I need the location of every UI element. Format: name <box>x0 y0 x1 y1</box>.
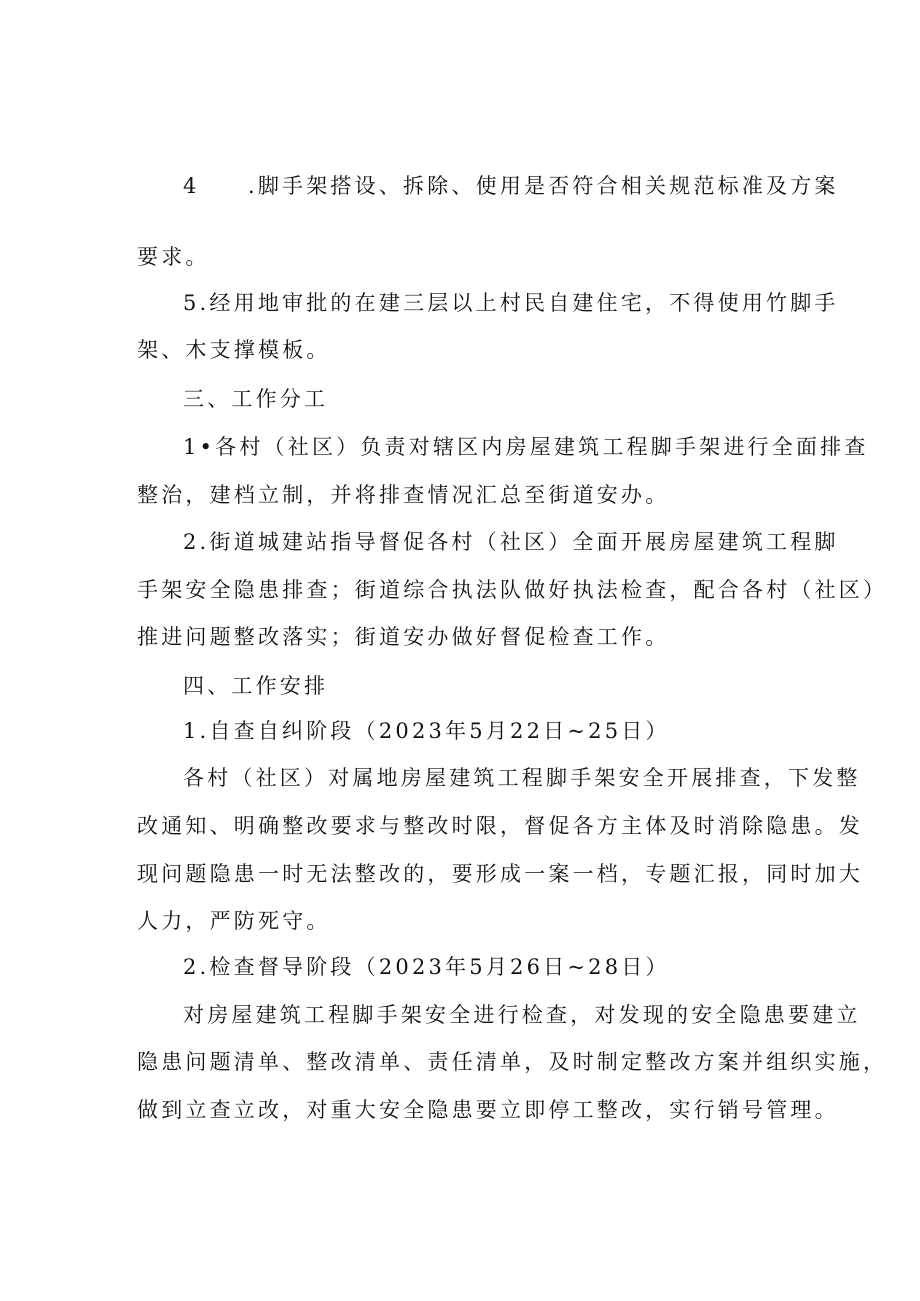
section-heading: 三、工作分工 <box>183 387 329 411</box>
text-line: 要求。 <box>137 245 210 269</box>
text-line: 对房屋建筑工程脚手架安全进行检查，对发现的安全隐患要建立 <box>183 1003 861 1027</box>
section-heading: 四、工作安排 <box>183 674 329 698</box>
text-line: 4 .脚手架搭设、拆除、使用是否符合相关规范标准及方案 <box>183 174 839 198</box>
text-line: 人力，严防死守。 <box>137 909 331 933</box>
text-line: 隐患问题清单、整改清单、责任清单，及时制定整改方案并组织实施， <box>137 1050 888 1074</box>
text-line: 现问题隐患一时无法整改的，要形成一案一档，专题汇报，同时加大 <box>137 862 863 886</box>
text-line: 5.经用地审批的在建三层以上村民自建住宅，不得使用竹脚手 <box>183 291 839 315</box>
text-line: 架、木支撑模板。 <box>137 338 331 362</box>
text-line: 各村（社区）对属地房屋建筑工程脚手架安全开展排查，下发整 <box>183 766 861 790</box>
text-line: 2.检查督导阶段（2023年5月26日~28日） <box>183 955 670 979</box>
text-line: 做到立查立改，对重大安全隐患要立即停工整改，实行销号管理。 <box>137 1098 839 1122</box>
text-line: 手架安全隐患排查；街道综合执法队做好执法检查，配合各村（社区） <box>137 578 888 602</box>
text-line: 1•各村（社区）负责对辖区内房屋建筑工程脚手架进行全面排查 <box>183 435 869 459</box>
text-line: 整治，建档立制，并将排查情况汇总至街道安办。 <box>137 483 670 507</box>
text-line: 推进问题整改落实；街道安办做好督促检查工作。 <box>137 625 670 649</box>
text-line: 2.街道城建站指导督促各村（社区）全面开展房屋建筑工程脚 <box>183 530 839 554</box>
text-line: 改通知、明确整改要求与整改时限，督促各方主体及时消除隐患。发 <box>137 814 863 838</box>
text-line: 1.自查自纠阶段（2023年5月22日~25日） <box>183 719 670 743</box>
